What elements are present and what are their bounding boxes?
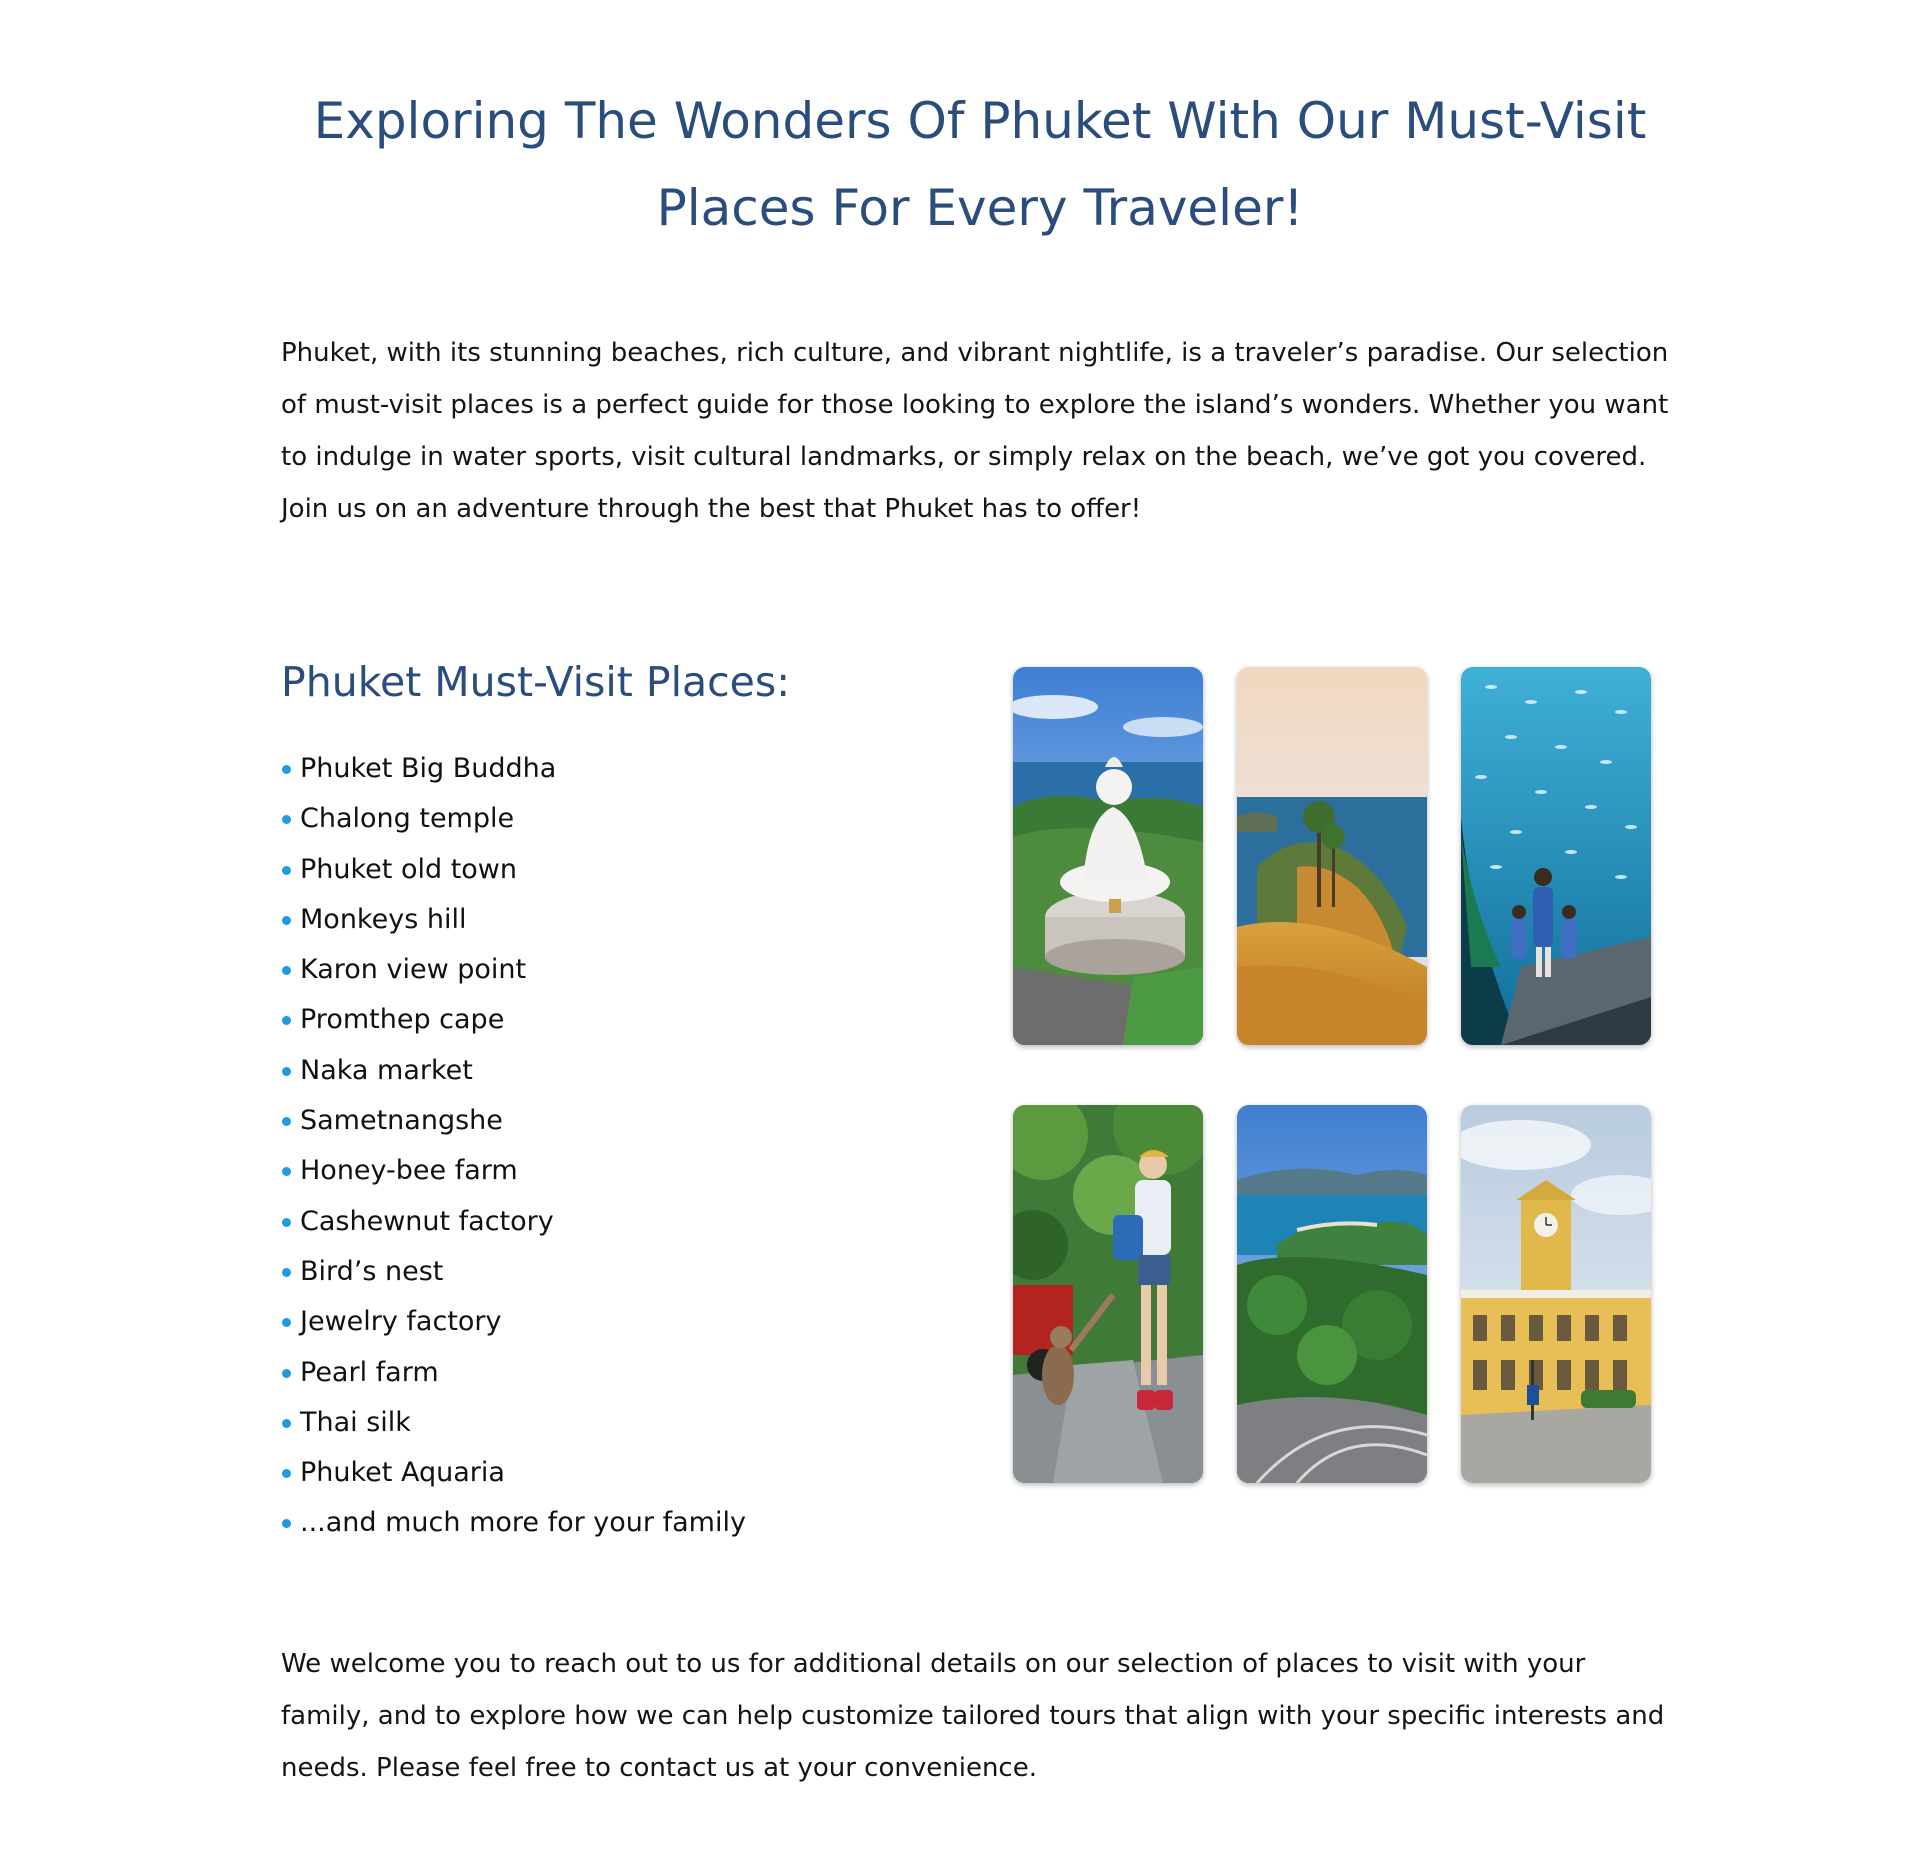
list-item bbox=[281, 845, 746, 895]
list-item-label: Jewelry factory bbox=[300, 1306, 502, 1338]
list-item bbox=[281, 1498, 746, 1548]
bullet-icon bbox=[282, 1016, 291, 1025]
bullet-icon bbox=[282, 1117, 291, 1126]
monkey-hill-photo bbox=[1013, 1105, 1203, 1483]
aquarium-photo bbox=[1461, 667, 1651, 1045]
intro-paragraph: Phuket, with its stunning beaches, rich culture, and vibrant nightlife, is a traveler’s paradise. Our selection of must-visit places is a perfect guide for those looking to explore the island’s wonders. Whether you want to indulge in water sports, visit cultural landmarks, or simply relax on the beach, we’ve got you covered. Join us on an adventure through the best that Phuket has to offer! bbox=[281, 338, 1669, 524]
list-item bbox=[281, 1096, 746, 1146]
list-item-label: Pearl farm bbox=[300, 1356, 439, 1388]
big-buddha-photo bbox=[1013, 667, 1203, 1045]
photo-gallery bbox=[1013, 667, 1653, 1485]
bullet-icon bbox=[282, 866, 291, 875]
list-item-label: Honey-bee farm bbox=[300, 1155, 518, 1187]
bullet-icon bbox=[282, 815, 291, 824]
list-item-label: Phuket old town bbox=[300, 853, 518, 885]
places-heading: Phuket Must-Visit Places: bbox=[281, 658, 791, 706]
list-item bbox=[281, 1398, 746, 1448]
page-title-line-2: Places For Every Traveler! bbox=[656, 179, 1304, 237]
list-item bbox=[281, 1448, 746, 1498]
bullet-icon bbox=[282, 1268, 291, 1277]
bullet-icon bbox=[282, 1067, 291, 1076]
karon-viewpoint-photo bbox=[1237, 1105, 1427, 1483]
list-item bbox=[281, 1046, 746, 1096]
places-list bbox=[281, 744, 746, 1549]
list-item-label: Cashewnut factory bbox=[300, 1205, 554, 1237]
list-item-label: Chalong temple bbox=[300, 803, 515, 835]
page-title-line-1: Exploring The Wonders Of Phuket With Our Must-Visit bbox=[313, 92, 1647, 150]
bullet-icon bbox=[282, 1369, 291, 1378]
bullet-icon bbox=[282, 1167, 291, 1176]
list-item-label: Monkeys hill bbox=[300, 903, 467, 935]
list-item bbox=[281, 1197, 746, 1247]
list-item bbox=[281, 1297, 746, 1347]
list-item-label: Sametnangshe bbox=[300, 1105, 503, 1137]
list-item-label: Phuket Big Buddha bbox=[300, 753, 557, 784]
list-item-label: Phuket Aquaria bbox=[300, 1457, 505, 1489]
list-item-label: ...and much more for your family bbox=[300, 1507, 746, 1539]
old-town-clock-tower-photo bbox=[1461, 1105, 1651, 1483]
list-item bbox=[281, 895, 746, 945]
list-item-label: Promthep cape bbox=[300, 1004, 505, 1036]
bullet-icon bbox=[282, 765, 291, 774]
list-item bbox=[281, 1146, 746, 1196]
list-item bbox=[281, 1247, 746, 1297]
bullet-icon bbox=[282, 1419, 291, 1428]
list-item bbox=[281, 744, 746, 794]
bullet-icon bbox=[282, 1218, 291, 1227]
list-item-label: Thai silk bbox=[300, 1406, 411, 1438]
list-item bbox=[281, 945, 746, 995]
bullet-icon bbox=[282, 1318, 291, 1327]
bullet-icon bbox=[282, 916, 291, 925]
list-item-label: Bird’s nest bbox=[300, 1255, 444, 1287]
list-item bbox=[281, 1348, 746, 1398]
bullet-icon bbox=[282, 1469, 291, 1478]
bullet-icon bbox=[282, 966, 291, 975]
list-item bbox=[281, 794, 746, 844]
list-item-label: Karon view point bbox=[300, 954, 527, 986]
list-item bbox=[281, 995, 746, 1045]
bullet-icon bbox=[282, 1519, 291, 1528]
closing-paragraph: We welcome you to reach out to us for additional details on our selection of places to visit with your family, and to explore how we can help customize tailored tours that align with your specific interests and needs. Please feel free to contact us at your convenience. bbox=[281, 1649, 1665, 1783]
page-title bbox=[280, 78, 1680, 252]
list-item-label: Naka market bbox=[300, 1054, 473, 1086]
promthep-cape-photo bbox=[1237, 667, 1427, 1045]
